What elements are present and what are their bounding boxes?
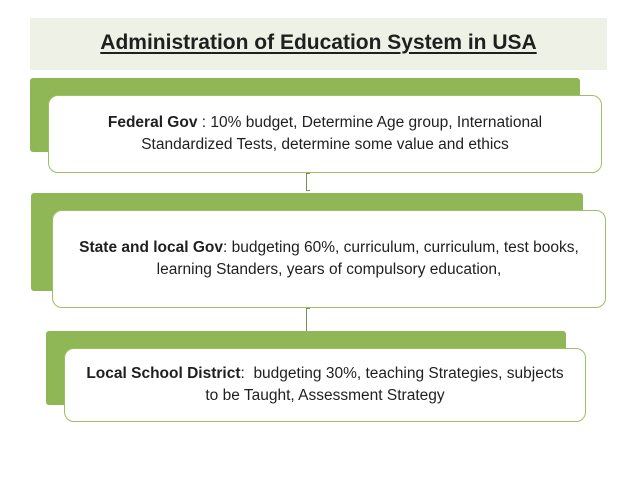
level-1-box (48, 95, 602, 173)
level-1-text (63, 112, 587, 156)
level-3-box (64, 348, 586, 422)
level-1-separator: : (197, 114, 211, 131)
connector-2-3 (306, 308, 307, 332)
diagram-title: Administration of Education System in USA (100, 31, 537, 54)
level-2-separator: : (223, 239, 232, 256)
level-3-label: Local School District (86, 365, 241, 382)
level-2-box (52, 210, 606, 308)
level-2-text (61, 237, 597, 281)
level-3-description: budgeting 30%, teaching Strategies, subjects to be Taught, Assessment Strategy (205, 365, 564, 404)
connector-1-2 (306, 173, 307, 191)
level-1-label: Federal Gov (107, 114, 198, 131)
level-1-description: 10% budget, Determine Age group, International Standardized Tests, determine some value and ethics (141, 114, 543, 153)
title-band (30, 18, 607, 70)
level-3-separator: : (240, 365, 254, 382)
level-2-label: State and local Gov (79, 239, 224, 256)
level-2-description: budgeting 60%, curriculum, curriculum, test books, learning Standers, years of compulsory education, (156, 239, 579, 278)
level-3-text (81, 363, 569, 407)
